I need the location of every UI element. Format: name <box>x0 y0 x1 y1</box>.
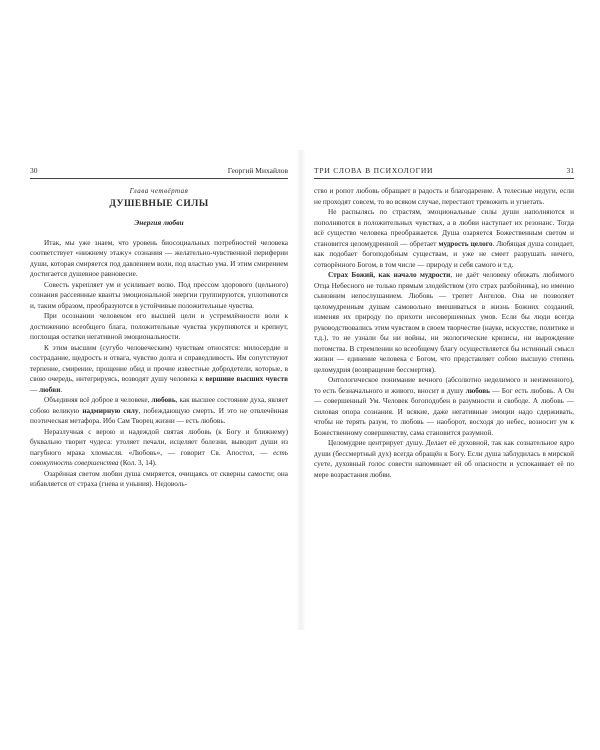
bold-run: Страх Божий, как начало мудрости <box>328 271 451 279</box>
text-run: , как высшее состояние духа, являет собою великую <box>30 396 288 415</box>
section-title: Энергия любви <box>134 218 184 227</box>
chapter-title: ДУШЕВНЫЕ СИЛЫ <box>109 198 209 209</box>
text-run: (Кол. 3, 14). <box>118 459 157 467</box>
bold-run: любовь <box>465 386 490 395</box>
paragraph: ство и ропот любовь обращает в радость и благодарение. А телесные недуги, если не проходят совсем, то во всяком случае, перестают тревожить и угнетать. <box>314 187 574 206</box>
text-run: Объединяя всё доброе в человеке, <box>44 396 152 404</box>
text-run: Не распылясь по страстям, эмоциональные силы души наполняются и пополняются в положительных чувствах, а в любви наступает их резонанс. Тогда всё существо человека преображается. Душа озаряется Божественным светом и становится целомудренной — обретает <box>314 208 574 248</box>
paragraph: Совесть укрепляет ум и усиливает волю. Под прессом здорового (цельного) сознания рассеянные кванты эмоциональной энергии группируются, уплотняются и, таким образом, преобразуются в устойчивые положительные чувства. <box>30 280 288 310</box>
text-run: . Любящая душа созидает, как подобает богоподобным существам, и уже не смеет разрушать ничего, сотворённого Богом, в том числе — природу и себя самого и т.д. <box>314 239 574 269</box>
paragraph: При осознании человеком его высшей цели и устремлённости воли к достижению всеобщего блага, положительные чувства укрупняются и крепнут, поглощая остатки негативной эмоциональности. <box>30 312 288 341</box>
text-run: — <box>30 385 40 394</box>
paragraph <box>314 207 574 270</box>
paragraph <box>30 427 288 469</box>
italic-run: есть совокупность совершенства <box>30 448 288 467</box>
right-page-header <box>314 166 574 179</box>
text-run: . <box>60 385 63 394</box>
paragraph <box>314 270 574 375</box>
text-run: Неразлучная с верою и надеждой святая любовь (к Богу и ближнему) буквально творит чудеса: утоляет печали, исцеляет болезни, выводит души из пагубного мрака хломысля. «Любовь», — говорит Св. Апостол, — <box>30 427 288 457</box>
text-run: К этим высшим (сугубо человеческим) чувствам относятся: милосердие и сострадание, щедрость и отвага, чувство долга и справедливость. Им сопутствуют терпение, смирение, прощение обид и прочие известные добродетели, которые, в свою очередь, интегрируясь, возводят душу человека к <box>30 343 288 383</box>
paragraph <box>314 375 574 438</box>
left-page-header <box>30 166 288 179</box>
paragraph: Итак, мы уже знаем, что уровень биосоциальных потребностей человека соответствует «нижнему этажу» сознания — желательно-чувственной периферии души, которая смиряется под давлением воли, под властью ума. И этим смирением достигается душевное равновесие. <box>30 238 288 278</box>
bold-run: любовь <box>151 396 176 404</box>
paragraph: Озарённая светом любви душа смиряется, очищаясь от скверны самости; она избавляется от страха (гнева и уныния). Недоволь- <box>30 469 288 488</box>
page-number: 30 <box>30 166 38 175</box>
bold-run: мудрость целого <box>438 239 493 248</box>
right-page <box>314 166 574 480</box>
book-gutter <box>296 150 306 630</box>
left-page <box>30 166 288 490</box>
bold-run: любви <box>39 385 61 394</box>
running-head: ТРИ СЛОВА В ПСИХОЛОГИИ <box>314 166 434 175</box>
chapter-label: Глава четвёртая <box>129 187 189 195</box>
bold-run: вершине высших чувств <box>205 375 289 383</box>
text-run: , побеждающую смерть. И это не отвлечённая поэтическая метафора. Ибо Сам Творец жизни — есть любовь. <box>30 406 288 425</box>
paragraph <box>30 395 288 427</box>
text-run: — Бог есть любовь. А Он — совершенный Ум. Человек богоподобен в разумности и свободе. А любовь — силовая опора сознания. И всякие, даже негативные эмоции надо сдерживать, чтобы не терять разум, то любовь — наоборот, восходя до небес, возносит ум к Божественному совершенству, сама становится разумной. <box>314 386 574 437</box>
paragraph: Целомудрие центрирует душу. Делает её духовной, так как сознательное ядро души (бессмертный дух) всегда обращён к Богу. Если душа заблудилась в мирской суете, духовный голос совести напоминает ей об опасности и успокаивает её по мере возрастания любви. <box>314 439 574 479</box>
text-run: , не даёт человеку обижать любимого Отца Небесного не только прямым злодейством (это страх разбойника), но именно сыновним непослушанием. Любовь — трепет Ангелов. Она не позволяет целомудренным душам самовольно вмешиваться в жизнь Божиих созданий, изменяя их природу по прихоти несовершенных умов. Если бы люди всегда руководствовались этим чувством в своем творчестве (науке, искусстве, политике и т.д.), то не узнали бы ни войны, ни экологические кризисы, ни вырождение потомства. В стремлении ко всеобщему благу осуществляется бы истинный смысл жизни — единение человека с Богом, что представляет собою высшую степень целомудрия (возвращение бессмертия). <box>314 271 574 374</box>
paragraph <box>30 343 288 396</box>
page-number: 31 <box>566 166 574 175</box>
running-head: Георгий Михайлов <box>227 166 288 175</box>
text-run: Онтологическое понимание вечного (абсолютно неделимого и неизменного), то есть безначального и живого, вносит в душу <box>314 376 574 395</box>
bold-run: надмирную силу <box>82 406 139 415</box>
